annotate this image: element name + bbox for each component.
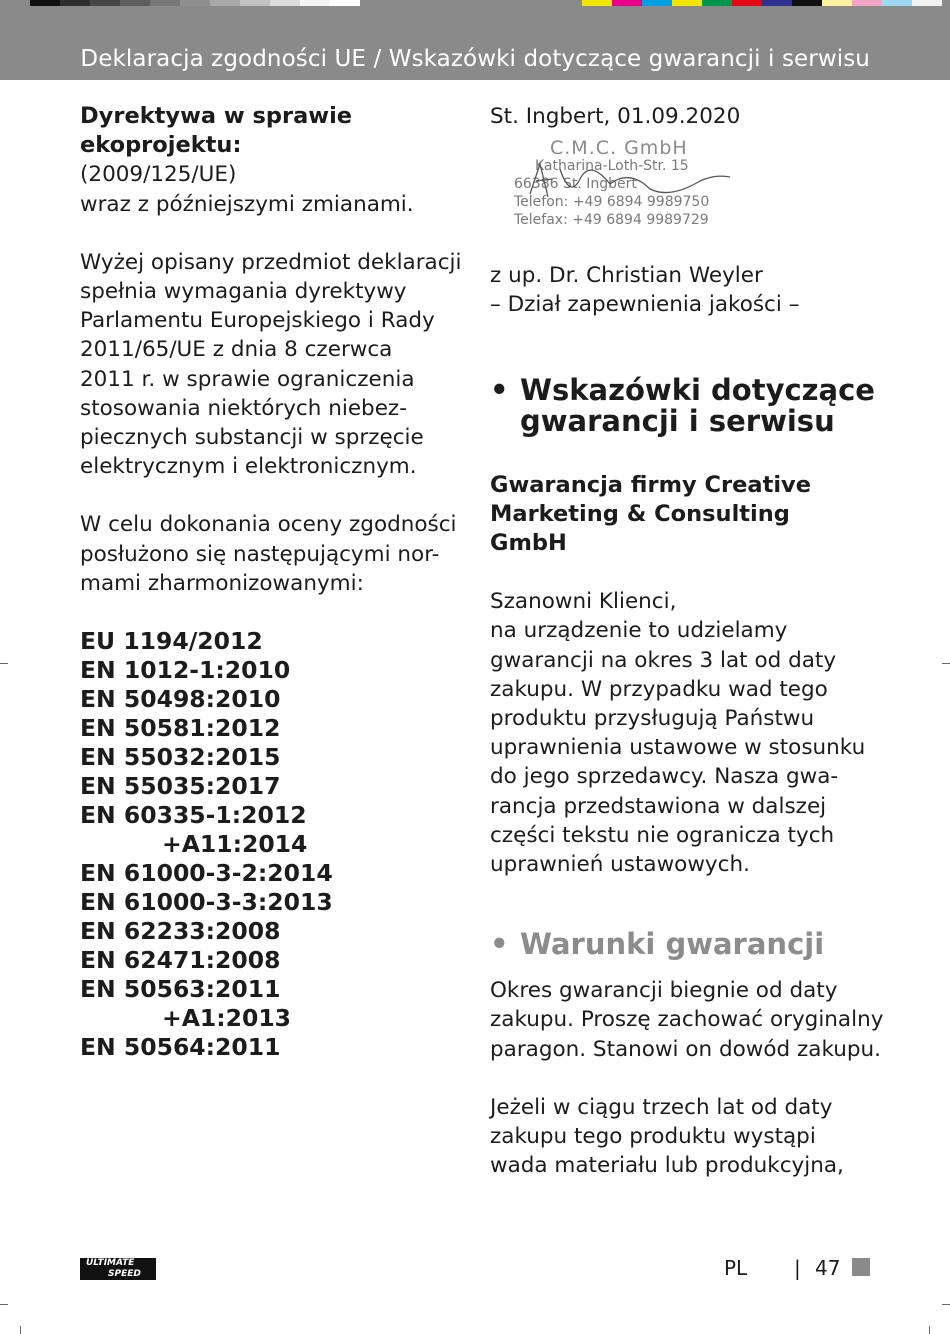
bullet-icon: • (490, 927, 509, 962)
norm-item: +A1:2013 (162, 1004, 292, 1033)
text-line: uprawnienia ustawowe w stosunku (490, 735, 866, 761)
rohs-paragraph (80, 248, 465, 482)
norm-row (80, 830, 465, 859)
norm-item: EN 1012-1:2010 (80, 656, 291, 685)
text-line: Marketing & Consulting (490, 500, 790, 527)
footer-separator: | (794, 1256, 801, 1280)
text-line: produktu przysługują Państwu (490, 706, 815, 732)
text-line: mami zharmonizowanymi: (80, 570, 364, 596)
norm-item: EN 50498:2010 (80, 685, 281, 714)
footer-language: PL (724, 1256, 748, 1280)
section-heading-warranty-service (490, 372, 890, 438)
crop-mark (0, 1304, 8, 1305)
text-line: 2011 r. w sprawie ograniczenia (80, 366, 415, 392)
swatch (672, 0, 702, 6)
norm-row (80, 975, 465, 1004)
swatch (642, 0, 672, 6)
norm-item: EN 61000-3-2:2014 (80, 859, 333, 888)
norm-item: EN 61000-3-3:2013 (80, 888, 333, 917)
swatch (732, 0, 762, 6)
footer-square-icon (852, 1258, 870, 1276)
swatch (120, 0, 150, 6)
page-header (0, 0, 950, 80)
norm-item: EN 62233:2008 (80, 917, 281, 946)
norm-row (80, 1033, 465, 1062)
place-date: St. Ingbert, 01.09.2020 (490, 104, 741, 129)
signature-icon (500, 159, 740, 209)
norm-item: EN 55032:2015 (80, 743, 281, 772)
text-line: Wyżej opisany przedmiot deklaracji (80, 249, 462, 275)
header-title: Deklaracja zgodności UE / Wskazówki dotyczące gwarancji i serwisu (80, 46, 870, 72)
section-heading-warranty-conditions (490, 929, 890, 960)
text-line: uprawnień ustawowych. (490, 852, 750, 878)
page-number: 47 (815, 1256, 841, 1280)
left-column (80, 102, 465, 1062)
norm-row (80, 917, 465, 946)
norm-item: EN 50564:2011 (80, 1033, 281, 1062)
norm-row (80, 685, 465, 714)
norm-item: EN 50563:2011 (80, 975, 281, 1004)
gray-calibration-strip (30, 0, 360, 6)
swatch (822, 0, 852, 6)
stamp-street: Katharina-Loth-Str. 15 (535, 158, 689, 175)
crop-mark (0, 663, 8, 664)
norm-item: EN 62471:2008 (80, 946, 281, 975)
norm-row (80, 888, 465, 917)
text-line: zakupu. W przypadku wad tego (490, 676, 828, 702)
swatch (30, 0, 60, 6)
text-line: Jeżeli w ciągu trzech lat od daty (490, 1094, 833, 1120)
text-line: gwarancji na okres 3 lat od daty (490, 647, 837, 673)
swatch (912, 0, 942, 6)
warranty-defect-paragraph (490, 1093, 890, 1181)
crop-mark (942, 1304, 950, 1305)
norms-list (80, 627, 465, 1062)
text-line: wraz z późniejszymi zmianami. (80, 191, 414, 217)
stamp-city: 66386 St. Ingbert (514, 176, 637, 193)
warranty-subheading (490, 471, 890, 559)
text-line: GmbH (490, 530, 567, 557)
swatch (702, 0, 732, 6)
directive-heading: ekoprojektu: (80, 132, 242, 159)
stamp-company: C.M.C. GmbH (550, 137, 688, 160)
norm-item: EN 55035:2017 (80, 772, 281, 801)
swatch (582, 0, 612, 6)
norm-item: EU 1194/2012 (80, 627, 263, 656)
swatch (180, 0, 210, 6)
norm-row (80, 627, 465, 656)
norm-row (80, 743, 465, 772)
text-line: z up. Dr. Christian Weyler (490, 263, 763, 289)
text-line: – Dział zapewnienia jakości – (490, 292, 800, 318)
text-line: (2009/125/UE) (80, 162, 237, 188)
text-line: Szanowni Klienci, (490, 589, 677, 615)
standards-intro (80, 510, 465, 598)
text-line: zakupu. Proszę zachować oryginalny (490, 1007, 884, 1033)
text-line: do jego sprzedawcy. Nasza gwa- (490, 764, 839, 790)
text-line: części tekstu nie ogranicza tych (490, 822, 835, 848)
crop-mark (20, 1326, 21, 1334)
text-line: stosowania niektórych niebez- (80, 395, 407, 421)
text-line: spełnia wymagania dyrektywy (80, 279, 407, 305)
crop-mark (929, 1326, 930, 1334)
stamp-fax: Telefax: +49 6894 9989729 (514, 212, 709, 229)
norm-row (80, 801, 465, 830)
company-stamp (490, 139, 740, 249)
norm-row (80, 859, 465, 888)
logo-text: SPEED (108, 1269, 141, 1279)
color-calibration-strip (582, 0, 942, 6)
section-title-line: Warunki gwarancji (520, 927, 825, 962)
norm-row (80, 772, 465, 801)
swatch (330, 0, 360, 6)
text-line: Gwarancja firmy Creative (490, 471, 811, 498)
swatch (300, 0, 330, 6)
norm-item: EN 50581:2012 (80, 714, 281, 743)
norm-item: EN 60335-1:2012 (80, 801, 307, 830)
norm-row (80, 656, 465, 685)
text-line: Okres gwarancji biegnie od daty (490, 978, 838, 1004)
norm-row (80, 1004, 465, 1033)
directive-heading: Dyrektywa w sprawie (80, 103, 353, 129)
warranty-period-paragraph (490, 976, 890, 1064)
text-line: posłużono się następującymi nor- (80, 541, 440, 567)
text-line: rancja przedstawiona w dalszej (490, 793, 827, 819)
text-line: Parlamentu Europejskiego i Rady (80, 308, 435, 334)
swatch (762, 0, 792, 6)
bullet-icon: • (490, 372, 509, 407)
text-line: W celu dokonania oceny zgodności (80, 512, 457, 538)
swatch (270, 0, 300, 6)
swatch (612, 0, 642, 6)
norm-row (80, 714, 465, 743)
logo-text: ULTIMATE (86, 1258, 135, 1268)
signatory (490, 261, 890, 319)
text-line: zakupu tego produktu wystąpi (490, 1124, 816, 1150)
swatch (60, 0, 90, 6)
swatch (852, 0, 882, 6)
section-title-line: gwarancji i serwisu (520, 403, 835, 438)
norm-row (80, 946, 465, 975)
directive-text (80, 160, 465, 218)
brand-logo (80, 1258, 156, 1280)
text-line: piecznych substancji w sprzęcie (80, 425, 424, 451)
swatch (792, 0, 822, 6)
swatch (882, 0, 912, 6)
text-line: paragon. Stanowi on dowód zakupu. (490, 1036, 881, 1062)
swatch (210, 0, 240, 6)
norm-item: +A11:2014 (162, 830, 308, 859)
text-line: elektrycznym i elektronicznym. (80, 454, 417, 480)
right-column (490, 102, 890, 1180)
text-line: 2011/65/UE z dnia 8 czerwca (80, 337, 393, 363)
crop-mark (942, 663, 950, 664)
swatch (90, 0, 120, 6)
swatch (150, 0, 180, 6)
stamp-phone: Telefon: +49 6894 9989750 (514, 194, 710, 211)
swatch (240, 0, 270, 6)
section-title-line: Wskazówki dotyczące (520, 372, 875, 407)
warranty-intro-paragraph (490, 587, 890, 879)
text-line: wada materiału lub produkcyjna, (490, 1153, 844, 1179)
text-line: na urządzenie to udzielamy (490, 618, 788, 644)
